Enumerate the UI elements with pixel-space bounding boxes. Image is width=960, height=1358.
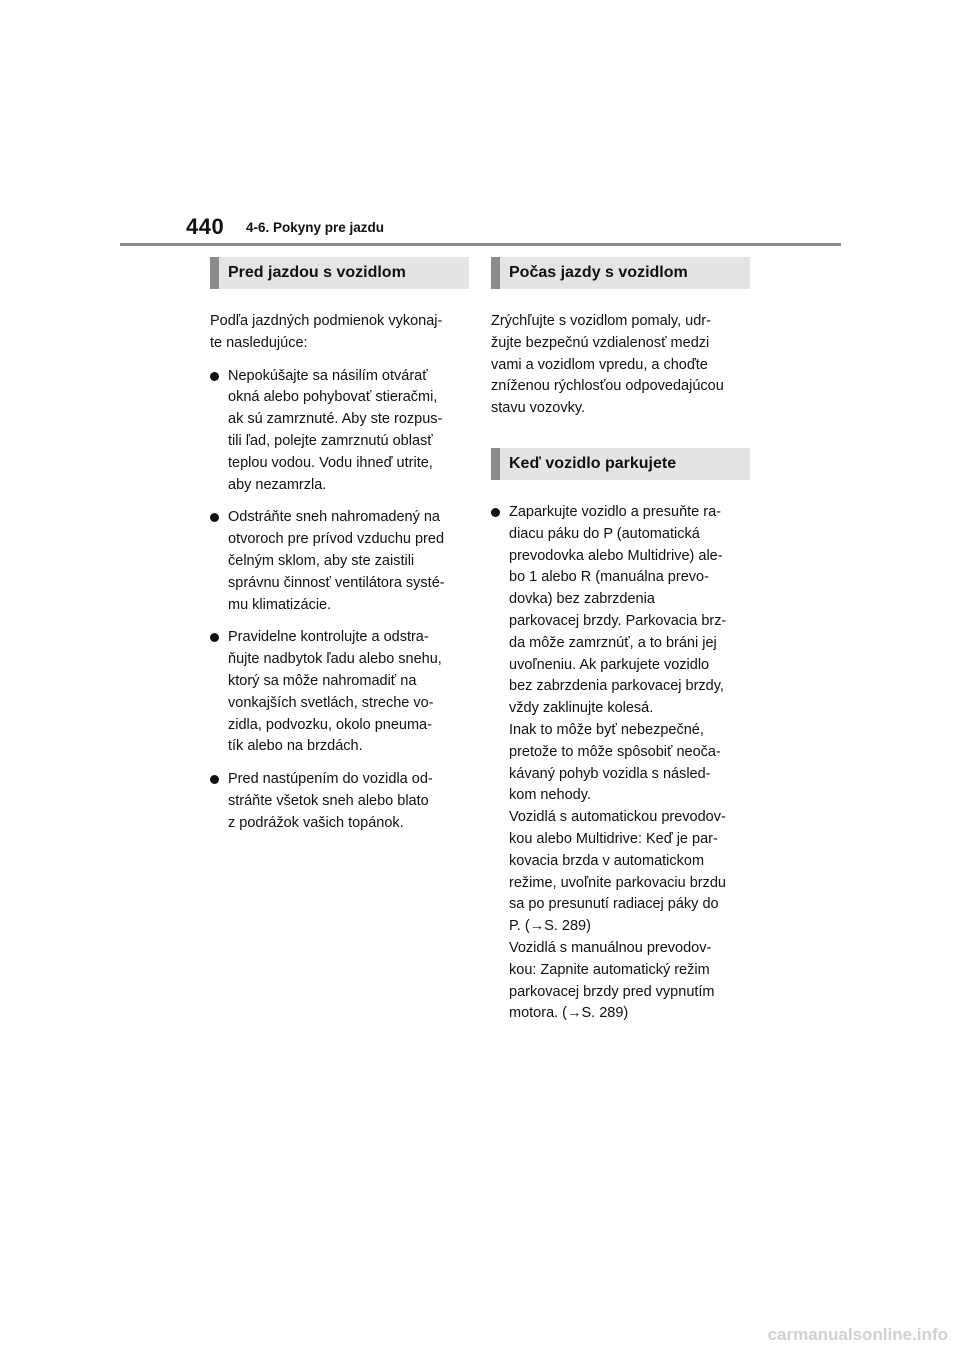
right-column <box>491 257 750 1025</box>
list-item-text: Zaparkujte vozidlo a presuňte ra- diacu páku do P (automatická prevodovka alebo Multidrive) ale- bo 1 alebo R (manuálna prevo- dovka) bez zabrzdenia parkovacej brzdy. Parkovacia brz- da môže zamrznúť, a to bráni jej uvoľneniu. Ak parkujete vozidlo bez zabrzdenia parkovacej brzdy, vždy zaklinujte kolesá. Inak to môže byť nebezpečné, pretože to môže spôsobiť neoča- kávaný pohyb vozidla s násled- kom nehody. Vozidlá s automatickou prevodov- kou alebo Multidrive: Keď je par- kovacia brzda v automatickom režime, uvoľnite parkovaciu brzdu sa po presunutí radiacej páky do P. (→S. 289) Vozidlá s manuálnou prevodov- kou: Zapnite automatický režim parkovacej brzdy pred vypnutím motora. (→S. 289) <box>509 503 727 1022</box>
driving-paragraph: Zrýchľujte s vozidlom pomaly, udr- žujte bezpečnú vzdialenosť medzi vami a vozidlom vpredu, a choďte zníženou rýchlosťou odpovedajúcou stavu vozovky. <box>491 313 724 417</box>
bullet-icon <box>210 775 219 784</box>
list-item <box>491 502 750 1025</box>
section-title: 4-6. Pokyny pre jazdu <box>246 220 385 235</box>
heading-before-driving: Pred jazdou s vozidlom <box>210 257 469 289</box>
list-item-text: Pravidelne kontrolujte a odstra- ňujte nadbytok ľadu alebo snehu, ktorý sa môže nahromadiť na vonkajších svetlách, streche vo- zidla, podvozku, okolo pneuma- tík alebo na brzdách. <box>228 629 442 755</box>
bullet-icon <box>210 633 219 642</box>
page-number: 440 <box>186 214 225 239</box>
list-item <box>210 366 469 497</box>
bullet-icon <box>210 372 219 381</box>
parking-list <box>491 502 750 1025</box>
watermark: carmanualsonline.info <box>767 1325 948 1344</box>
left-column <box>210 257 469 835</box>
list-item <box>210 507 469 616</box>
list-item <box>210 627 469 758</box>
list-item-text: Odstráňte sneh nahromadený na otvoroch pre prívod vzduchu pred čelným sklom, aby ste zaistili správnu činnosť ventilátora systé- mu klimatizácie. <box>228 509 445 613</box>
bullet-icon <box>491 508 500 517</box>
list-item <box>210 769 469 834</box>
list-item-text: Pred nastúpením do vozidla od- stráňte všetok sneh alebo blato z podrážok vašich topánok. <box>228 771 433 831</box>
before-driving-list <box>210 366 469 835</box>
heading-parking: Keď vozidlo parkujete <box>491 448 750 480</box>
header-divider <box>120 243 841 246</box>
list-item-text: Nepokúšajte sa násilím otvárať okná alebo pohybovať stieračmi, ak sú zamrznuté. Aby ste rozpus- tili ľad, polejte zamrznutú oblasť teplou vodou. Vodu ihneď utrite, aby nezamrzla. <box>228 367 443 493</box>
intro-paragraph: Podľa jazdných podmienok vykonaj- te nasledujúce: <box>210 313 443 351</box>
heading-while-driving: Počas jazdy s vozidlom <box>491 257 750 289</box>
bullet-icon <box>210 513 219 522</box>
